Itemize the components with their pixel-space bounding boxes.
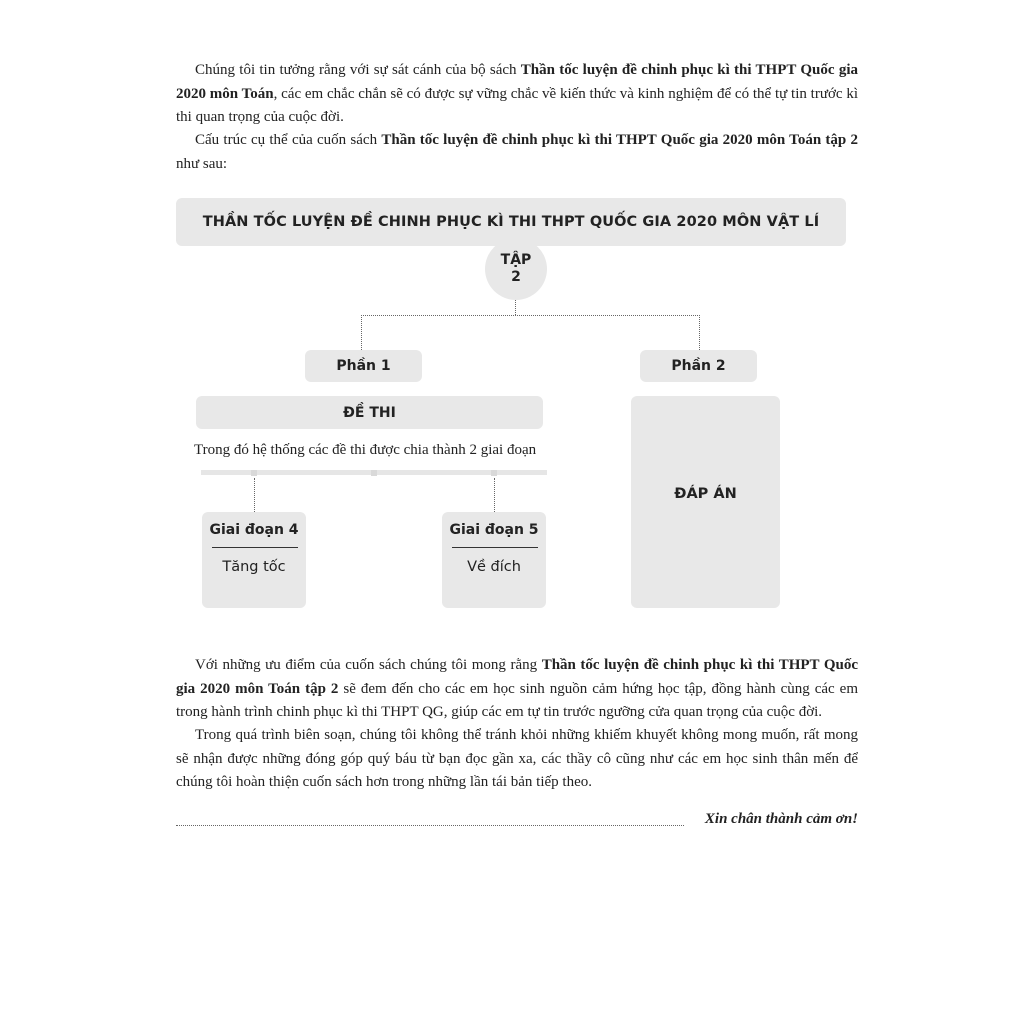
signoff-text: Xin chân thành cảm ơn!: [704, 811, 858, 827]
exam-label: ĐỀ THI: [343, 404, 396, 421]
outro-paragraph-2: [176, 724, 858, 795]
part2-label: Phần 2: [671, 358, 726, 374]
connector-stage4: [254, 478, 255, 512]
stage5-divider: [452, 547, 538, 548]
connector-part1: [361, 315, 362, 350]
intro-p1-text: Chúng tôi tin tưởng rằng với sự sát cánh của bộ sách: [195, 62, 521, 78]
answer-box: [631, 396, 780, 608]
intro-paragraph-1: [176, 59, 858, 130]
diagram-title: THẦN TỐC LUYỆN ĐỀ CHINH PHỤC KÌ THI THPT QUỐC GIA 2020 MÔN VẬT LÍ: [202, 214, 820, 230]
volume-label: TẬP: [500, 252, 532, 268]
intro-p2-text: Cấu trúc cụ thể của cuốn sách: [195, 132, 382, 148]
outro-p3-text: Với những ưu điểm của cuốn sách chúng tôi mong rằng: [195, 657, 542, 673]
stage5-box: [442, 512, 546, 608]
signoff-dotted-line: [176, 825, 684, 826]
intro-p2-rest: như sau:: [176, 155, 228, 172]
connector-part2: [699, 315, 700, 350]
connector-horizontal: [361, 315, 700, 316]
outro-paragraph-1: [176, 654, 858, 725]
connector-volume-down: [515, 300, 516, 315]
volume-circle: [485, 238, 547, 300]
stage5-title: Giai đoạn 5: [449, 522, 539, 538]
stage4-divider: [212, 547, 298, 548]
intro-p2-book-title: Thần tốc luyện đề chinh phục kì thi THPT Quốc gia 2020 môn Toán tập 2: [381, 132, 858, 148]
stage4-desc: Tăng tốc: [222, 559, 286, 575]
outro-p4-text: Trong quá trình biên soạn, chúng tôi không thể tránh khỏi những khiếm khuyết không mong muốn, rất mong sẽ nhận được những đóng góp quý báu từ bạn đọc gần xa, các thầy cô cũng như các em học sinh thân mến để chúng tôi hoàn thiện cuốn sách hơn trong những lần tái bản tiếp theo.: [176, 727, 858, 790]
part1-label: Phần 1: [336, 358, 391, 374]
outro-p3-book-title: Thần tốc luyện đề chinh phục kì thi THPT Quốc gia 2020 môn Toán tập 2: [176, 657, 859, 697]
intro-paragraph-2: [176, 129, 858, 176]
stage-bar-tick-1: [251, 470, 257, 476]
stage5-desc: Về đích: [467, 559, 521, 575]
answer-label: ĐÁP ÁN: [674, 486, 737, 502]
stage4-title: Giai đoạn 4: [209, 522, 299, 538]
intro-p1-book-title: Thần tốc luyện đề chinh phục kì thi THPT Quốc gia 2020 môn Toán: [176, 62, 858, 102]
intro-p1-rest: , các em chắc chắn sẽ có được sự vững chắc về kiến thức và kinh nghiệm để có thể tự tin trước kì thi quan trọng của cuộc đời.: [176, 85, 858, 125]
stage4-box: [202, 512, 306, 608]
stage-bar-tick-2: [371, 470, 377, 476]
part2-box: [640, 350, 757, 382]
connector-stage5: [494, 478, 495, 512]
stage-bar-tick-3: [491, 470, 497, 476]
outro-p3-rest: sẽ đem đến cho các em học sinh nguồn cảm hứng học tập, đồng hành cùng các em trong hành trình chinh phục kì thi THPT QG, giúp các em tự tin trước ngưỡng cửa quan trọng của cuộc đời.: [176, 680, 859, 720]
exam-box: [196, 396, 543, 429]
exam-description: Trong đó hệ thống các đề thi được chia thành 2 giai đoạn: [194, 442, 537, 458]
part1-box: [305, 350, 422, 382]
volume-number: 2: [511, 269, 521, 285]
